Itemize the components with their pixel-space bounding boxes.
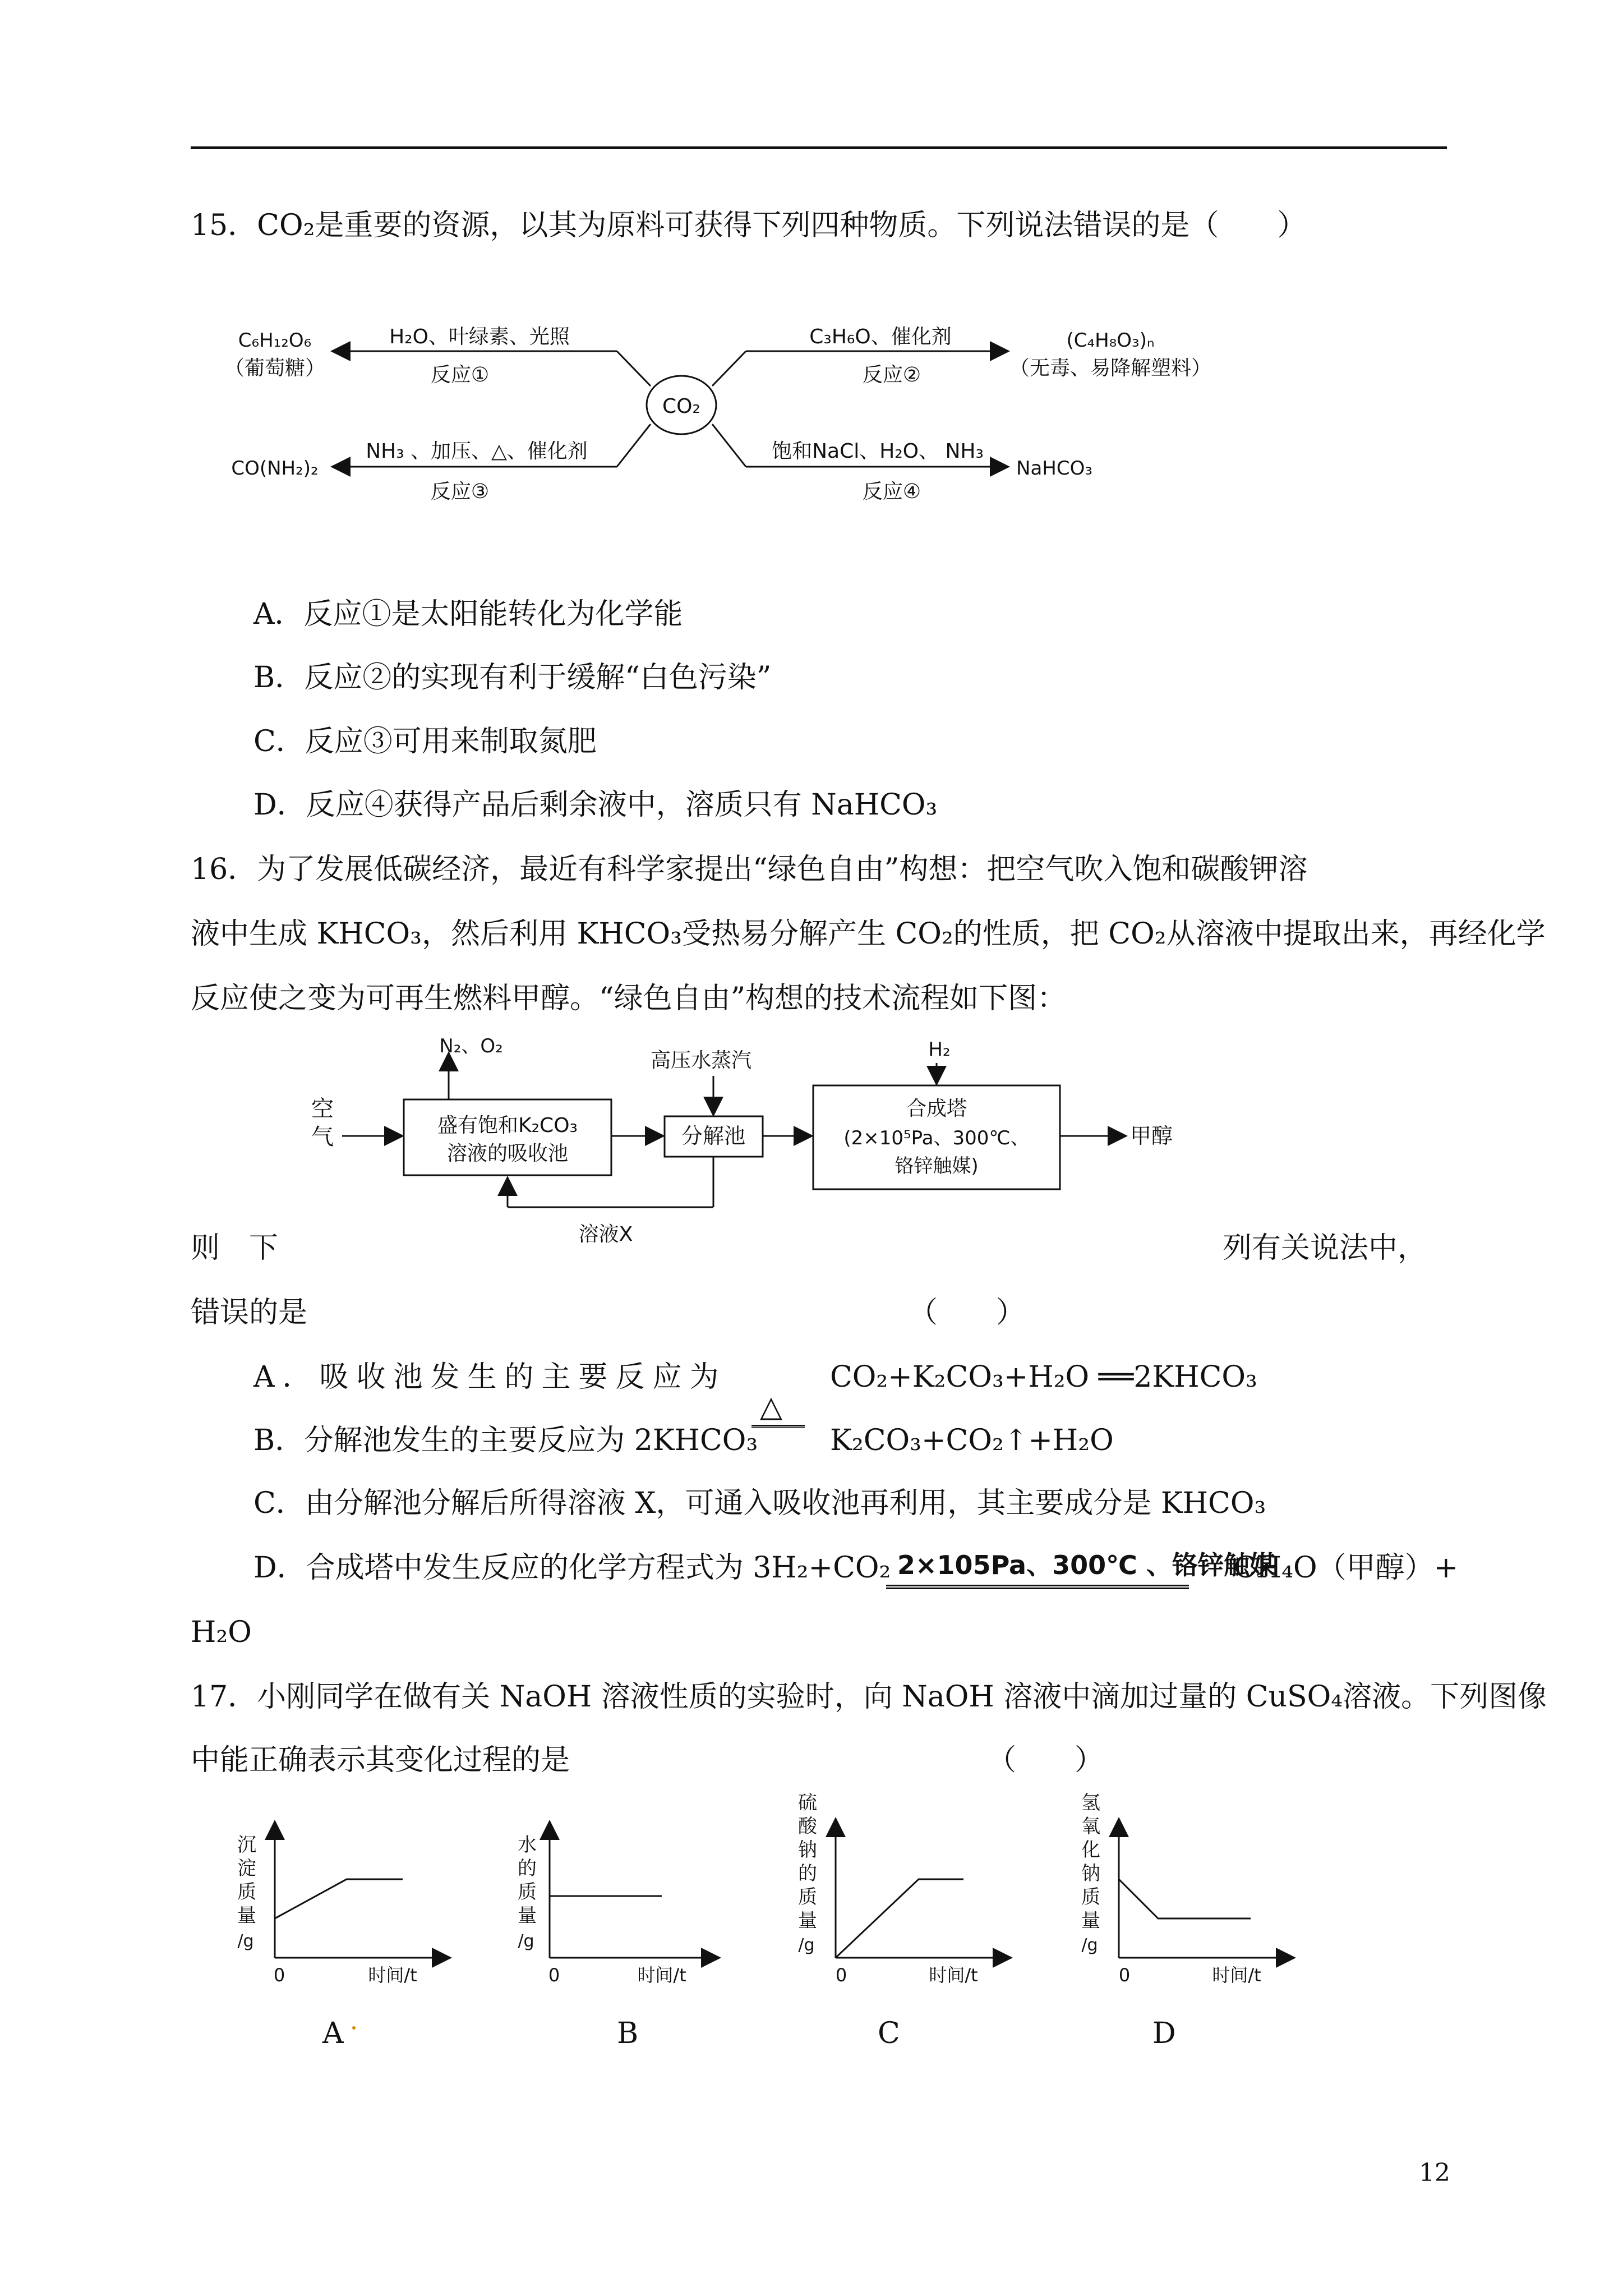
- q16-flow-diagram: [303, 1032, 1267, 1245]
- q16-option-a: A．吸收池发生的主要反应为: [253, 1360, 727, 1394]
- q16-follow-a: 则 下: [191, 1231, 279, 1265]
- condition-3: NH₃ 、加压、△、催化剂: [366, 440, 588, 463]
- svg-text:量: 量: [798, 1910, 817, 1932]
- graph-a-letter: A: [322, 2017, 344, 2050]
- q16-option-b-equation: K₂CO₃+CO₂↑+H₂O: [830, 1424, 1114, 1457]
- q16-option-a-equation: CO₂+K₂CO₃+H₂O ══2KHCO₃: [830, 1360, 1257, 1394]
- graph-d-line: [1119, 1879, 1251, 1918]
- graph-a-line: [275, 1879, 403, 1918]
- solution-x-label: 溶液X: [578, 1223, 633, 1245]
- graph-d-letter: D: [1152, 2017, 1176, 2050]
- q15-reaction-diagram: [224, 303, 1279, 516]
- q15-option-b: B．反应②的实现有利于缓解“白色污染”: [253, 661, 772, 694]
- q16-stem-line1: 16．为了发展低碳经济，最近有科学家提出“绿色自由”构想：把空气吹入饱和碳酸钾溶: [191, 853, 1308, 886]
- svg-text:质: 质: [518, 1881, 537, 1903]
- svg-text:氧: 氧: [1081, 1815, 1100, 1838]
- q17-stem-line1: 17．小刚同学在做有关 NaOH 溶液性质的实验时，向 NaOH 溶液中滴加过量的 CuSO₄溶液。下列图像: [191, 1680, 1547, 1714]
- plastic-formula: (C₄H₈O₃)ₙ: [1066, 329, 1155, 352]
- svg-text:钠: 钠: [798, 1839, 817, 1861]
- q16-option-d-tail: CH₄O（甲醇）+: [1234, 1551, 1459, 1585]
- graph-a-origin: 0: [273, 1964, 285, 1986]
- graph-b-xlabel: 时间/t: [637, 1964, 686, 1986]
- svg-text:酸: 酸: [798, 1815, 817, 1838]
- stray-dot: [352, 2026, 356, 2030]
- q16-option-b: B．分解池发生的主要反应为 2KHCO₃: [253, 1424, 758, 1457]
- graph-a-xlabel: 时间/t: [368, 1964, 417, 1986]
- svg-text:质: 质: [1081, 1886, 1100, 1908]
- graph-b: [494, 1806, 729, 1986]
- condition-4: 饱和NaCl、H₂O、 NH₃: [772, 440, 984, 463]
- equation-arrow-rule: [751, 1425, 805, 1428]
- glucose-formula: C₆H₁₂O₆: [238, 329, 312, 352]
- svg-text:沉: 沉: [237, 1834, 256, 1856]
- synth-box-line3: 铬锌触媒): [895, 1155, 979, 1177]
- svg-text:的: 的: [518, 1857, 537, 1880]
- reaction-4-label: 反应④: [862, 480, 921, 503]
- condition-double-rule: [886, 1585, 1189, 1589]
- condition-1: H₂O、叶绿素、光照: [389, 325, 570, 348]
- glucose-name: （葡萄糖）: [224, 357, 326, 380]
- q16-follow-b: 列有关说法中，: [1223, 1231, 1427, 1265]
- urea-formula: CO(NH₂)₂: [231, 457, 319, 480]
- reaction-3-label: 反应③: [430, 480, 490, 503]
- synth-box-line1: 合成塔: [906, 1097, 967, 1120]
- svg-text:量: 量: [237, 1904, 256, 1927]
- header-rule: [191, 146, 1447, 149]
- q15-stem: 15．CO₂是重要的资源，以其为原料可获得下列四种物质。下列说法错误的是（ ）: [191, 209, 1307, 242]
- q15-option-a: A．反应①是太阳能转化为化学能: [253, 597, 683, 631]
- svg-text:质: 质: [237, 1881, 256, 1903]
- svg-text:/g: /g: [518, 1931, 534, 1951]
- q16-stem-line2: 液中生成 KHCO₃，然后利用 KHCO₃受热易分解产生 CO₂的性质，把 CO₂从溶液中提取出来，再经化学: [191, 917, 1546, 951]
- graph-d: [1068, 1787, 1304, 1986]
- page-number: 12: [1419, 2159, 1450, 2187]
- q16-follow-paren: （ ）: [909, 1296, 1026, 1329]
- synth-box-line2: (2×10⁵Pa、300℃、: [843, 1127, 1030, 1149]
- air-label-2: 气: [311, 1124, 334, 1150]
- absorb-box-line1: 盛有饱和K₂CO₃: [437, 1114, 578, 1137]
- q16-option-d-line2: H₂O: [191, 1616, 252, 1649]
- svg-text:硫: 硫: [798, 1792, 817, 1814]
- graph-c: [785, 1787, 1021, 1986]
- svg-text:/g: /g: [1081, 1935, 1098, 1955]
- reaction-1-label: 反应①: [430, 364, 490, 386]
- svg-text:淀: 淀: [237, 1857, 256, 1880]
- graph-c-origin: 0: [835, 1964, 847, 1986]
- graph-d-xlabel: 时间/t: [1212, 1964, 1261, 1986]
- svg-text:/g: /g: [798, 1935, 815, 1955]
- graph-a: [224, 1806, 460, 1986]
- n2-o2-label: N₂、O₂: [439, 1035, 503, 1057]
- graph-c-letter: C: [878, 2017, 900, 2050]
- graph-d-origin: 0: [1118, 1964, 1131, 1986]
- methanol-label: 甲醇: [1130, 1124, 1173, 1148]
- condition-2: C₃H₆O、催化剂: [809, 325, 952, 348]
- graph-c-line: [836, 1879, 963, 1958]
- nahco3-product: NaHCO₃: [1016, 457, 1092, 480]
- plastic-name: （无毒、易降解塑料）: [1009, 357, 1212, 380]
- q15-option-c: C．反应③可用来制取氮肥: [253, 725, 597, 758]
- svg-text:量: 量: [1081, 1910, 1100, 1932]
- svg-text:质: 质: [798, 1886, 817, 1908]
- graph-c-xlabel: 时间/t: [929, 1964, 978, 1986]
- svg-text:氢: 氢: [1081, 1792, 1100, 1814]
- q16-option-d: D．合成塔中发生反应的化学方程式为 3H₂+CO₂: [253, 1551, 891, 1585]
- co2-center-label: CO₂: [662, 395, 700, 418]
- svg-text:量: 量: [518, 1904, 537, 1927]
- svg-text:/g: /g: [237, 1931, 254, 1951]
- q16-stem-line3: 反应使之变为可再生燃料甲醇。“绿色自由”构想的技术流程如下图：: [191, 982, 1067, 1015]
- q15-option-d: D．反应④获得产品后剩余液中，溶质只有 NaHCO₃: [253, 788, 938, 822]
- q17-paren: （ ）: [987, 1743, 1104, 1777]
- delta-symbol: △: [760, 1390, 782, 1424]
- steam-label: 高压水蒸汽: [650, 1049, 752, 1072]
- decomp-box-label: 分解池: [681, 1124, 746, 1148]
- svg-text:的: 的: [798, 1862, 817, 1885]
- q16-option-c: C．由分解池分解后所得溶液 X，可通入吸收池再利用，其主要成分是 KHCO₃: [253, 1487, 1266, 1520]
- q16-option-d-condition: 2×105Pa、300℃ 、铬锌触媒: [897, 1550, 1275, 1580]
- q16-follow-c: 错误的是: [191, 1296, 308, 1329]
- graph-b-letter: B: [617, 2017, 639, 2050]
- svg-text:水: 水: [518, 1834, 537, 1856]
- absorb-box-line2: 溶液的吸收池: [446, 1142, 569, 1165]
- reaction-2-label: 反应②: [862, 364, 921, 386]
- graph-b-origin: 0: [548, 1964, 560, 1986]
- air-label-1: 空: [311, 1096, 334, 1122]
- h2-label: H₂: [928, 1038, 951, 1061]
- svg-text:钠: 钠: [1081, 1862, 1100, 1885]
- svg-text:化: 化: [1081, 1839, 1100, 1861]
- q17-stem-line2: 中能正确表示其变化过程的是: [191, 1743, 570, 1777]
